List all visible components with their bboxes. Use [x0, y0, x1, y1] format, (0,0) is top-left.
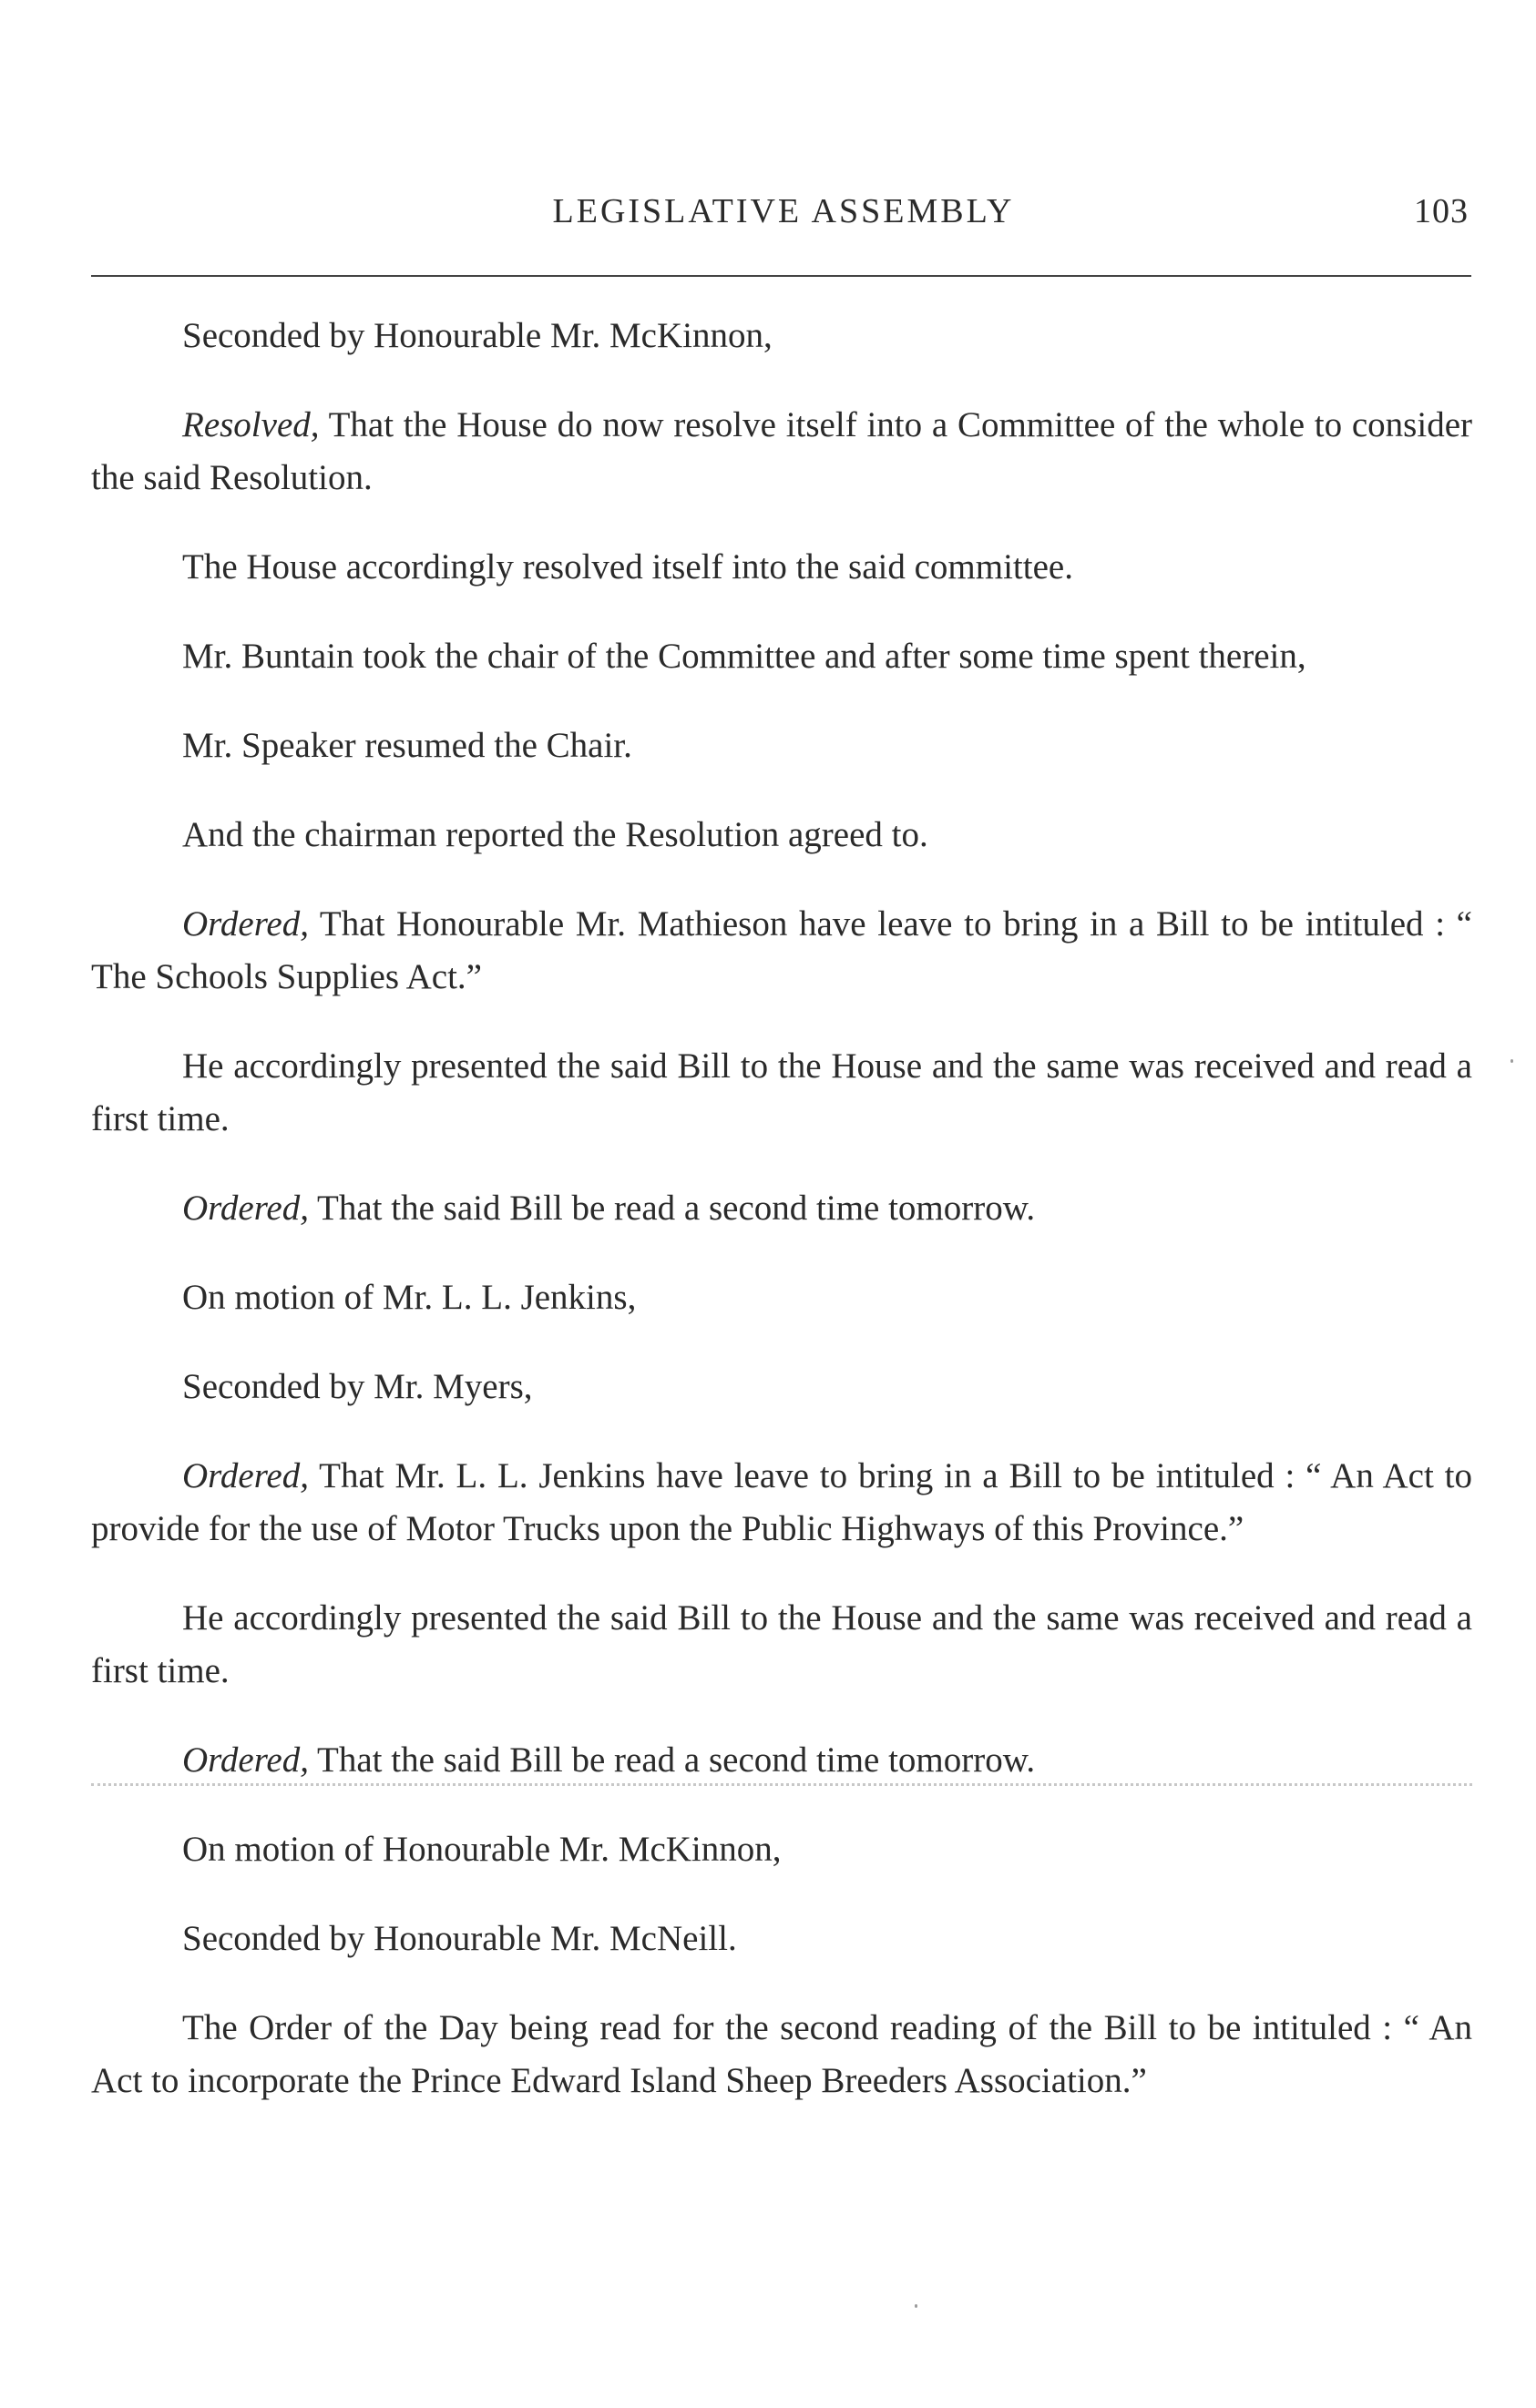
- running-head: [91, 191, 1476, 246]
- paragraph-11: Seconded by Mr. Myers,: [182, 1367, 533, 1406]
- paragraph-8: He accordingly presented the said Bill to the House and the same was received and read a first time.: [91, 1046, 1472, 1138]
- paragraph-4: Mr. Buntain took the chair of the Committee and after some time spent therein,: [182, 637, 1306, 676]
- paragraph-6: And the chairman reported the Resolution agreed to.: [182, 815, 928, 854]
- scan-speck: [1510, 1059, 1513, 1063]
- paragraph-1: Seconded by Honourable Mr. McKinnon,: [182, 316, 773, 355]
- paragraph-9: Ordered, That the said Bill be read a second time tomorrow.: [182, 1189, 1036, 1228]
- paragraph-13: He accordingly presented the said Bill to the House and the same was received and read a first time.: [91, 1598, 1472, 1690]
- scan-dot-line: [91, 1783, 1472, 1786]
- body-text: [91, 310, 1472, 2144]
- paragraph-17: The Order of the Day being read for the second reading of the Bill to be intituled : “ An Act to incorporate the Prince Edward Island Sheep Breeders Association.”: [91, 2008, 1472, 2100]
- header-rule: [91, 275, 1471, 277]
- paragraph-16: Seconded by Honourable Mr. McNeill.: [182, 1919, 737, 1958]
- scan-speck: [915, 2304, 917, 2308]
- paragraph-5: Mr. Speaker resumed the Chair.: [182, 726, 632, 765]
- paragraph-12: Ordered, That Mr. L. L. Jenkins have leave to bring in a Bill to be intituled : “ An Act to provide for the use of Motor Trucks upon the Public Highways of this Province.”: [91, 1456, 1472, 1548]
- paragraph-15: On motion of Honourable Mr. McKinnon,: [182, 1830, 782, 1869]
- paragraph-2: Resolved, That the House do now resolve itself into a Committee of the whole to consider the said Resolution.: [91, 405, 1472, 497]
- running-title: LEGISLATIVE ASSEMBLY: [552, 192, 1015, 230]
- page-number: 103: [1414, 192, 1469, 230]
- paragraph-7: Ordered, That Honourable Mr. Mathieson have leave to bring in a Bill to be intituled : “ The Schools Supplies Act.”: [91, 904, 1472, 996]
- paragraph-3: The House accordingly resolved itself into the said committee.: [182, 547, 1073, 587]
- paragraph-14: Ordered, That the said Bill be read a second time tomorrow.: [182, 1740, 1036, 1780]
- paragraph-10: On motion of Mr. L. L. Jenkins,: [182, 1278, 637, 1317]
